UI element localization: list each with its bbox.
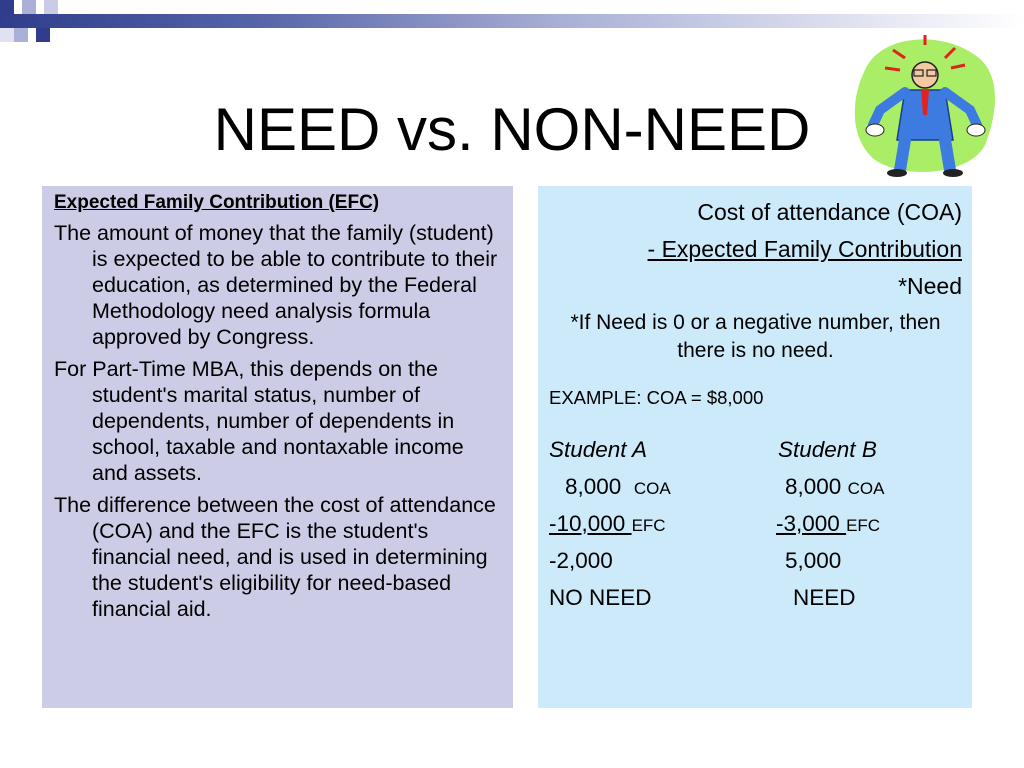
- student-a-verdict: NO NEED: [549, 585, 652, 610]
- deco-square: [0, 28, 14, 42]
- formula-coa: Cost of attendance (COA): [697, 199, 962, 225]
- efc-value: -3,000: [776, 511, 847, 536]
- efc-paragraph: For Part-Time MBA, this depends on the student's marital status, number of dependents, number of dependents in school, taxable and nontaxable income and assets.: [54, 357, 464, 485]
- deco-square: [14, 28, 28, 42]
- efc-label: EFC: [846, 516, 881, 535]
- coa-label: COA: [633, 479, 671, 498]
- header-gradient-bar: [0, 14, 1024, 28]
- stressed-businessman-icon: [845, 30, 1005, 180]
- coa-value: 8,000: [565, 474, 622, 499]
- student-a-coa: [565, 468, 671, 507]
- efc-paragraph: The amount of money that the family (student) is expected to be able to contribute to their education, as determined by the Federal Methodology need analysis formula approved by Congress.: [54, 221, 498, 349]
- coa-value: 8,000: [785, 474, 842, 499]
- verdict-row: [549, 579, 962, 616]
- student-b-efc: [776, 505, 880, 544]
- student-comparison: [549, 431, 962, 616]
- student-b-verdict: NEED: [793, 585, 856, 610]
- deco-square: [0, 0, 14, 14]
- student-a-name: Student A: [549, 437, 647, 462]
- efc-heading: Expected Family Contribution (EFC): [54, 192, 380, 213]
- student-b-result: 5,000: [785, 548, 842, 573]
- slide-title: NEED vs. NON-NEED: [213, 96, 811, 163]
- deco-square: [44, 0, 58, 14]
- example-text: EXAMPLE: COA = $8,000: [549, 387, 764, 408]
- student-b-coa: [785, 468, 884, 507]
- formula-need: *Need: [898, 273, 962, 299]
- coa-label: COA: [847, 479, 885, 498]
- coa-row: [549, 468, 962, 505]
- efc-label: EFC: [631, 516, 666, 535]
- student-a-result: -2,000: [549, 548, 613, 573]
- efc-definition-panel: [42, 186, 513, 708]
- student-b-name: Student B: [778, 437, 877, 462]
- efc-value: -10,000: [549, 511, 632, 536]
- result-row: [549, 542, 962, 579]
- student-names-row: [549, 431, 962, 468]
- deco-square: [36, 28, 50, 42]
- formula-efc: - Expected Family Contribution: [647, 236, 962, 262]
- need-note: *If Need is 0 or a negative number, then there is no need.: [570, 311, 941, 362]
- efc-paragraph: The difference between the cost of attendance (COA) and the EFC is the student's financial need, and is used in determining the student's eligibility for need-based financial aid.: [54, 493, 496, 621]
- deco-square: [22, 0, 36, 14]
- need-calculation-panel: [538, 186, 972, 708]
- student-a-efc: [549, 505, 666, 544]
- efc-row: [549, 505, 962, 542]
